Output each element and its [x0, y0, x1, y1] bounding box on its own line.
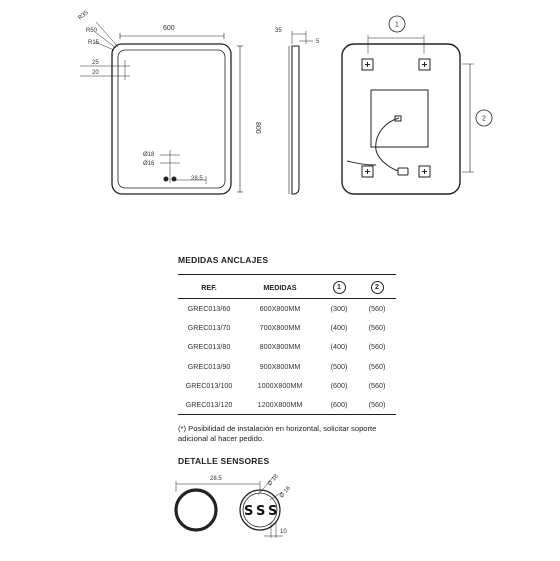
header-col2: [358, 275, 396, 299]
cell-col1: (400): [330, 342, 348, 352]
cell-ref: GREC013/100: [185, 380, 233, 390]
offset-label-20: 20: [92, 70, 99, 76]
sensors-title: DETALLE SENSORES: [178, 456, 270, 466]
table-row: [178, 357, 396, 376]
cell-ref: GREC013/120: [178, 395, 240, 415]
installation-note: (*) Posibilidad de instalación en horizontal, solicitar soporte adicional al hacer pedido.: [178, 424, 377, 443]
cell-medidas: 700X800MM: [259, 323, 301, 333]
sensor-glyph-2: S: [256, 504, 266, 519]
cell-medidas: 600X800MM: [259, 304, 301, 314]
cell-col2: (560): [368, 380, 386, 390]
sensor-width-label: 28.5: [210, 476, 222, 482]
back-marker-1-text: 1: [395, 21, 399, 29]
table-header-row: [178, 275, 396, 299]
cell-ref: GREC013/80: [187, 342, 231, 352]
sensor-label-d16: Ø16: [143, 161, 155, 167]
cell-medidas: 800X800MM: [259, 342, 301, 352]
sensor-offset-label: 28.5: [191, 176, 203, 182]
back-marker-2: [476, 110, 492, 126]
cell-col2: (560): [358, 395, 396, 415]
cell-ref: GREC013/90: [187, 361, 231, 371]
cell-medidas: 1200X800MM: [240, 395, 320, 415]
cell-col2: (560): [368, 323, 386, 333]
header-col1: [320, 275, 358, 299]
back-marker-1: [389, 16, 405, 32]
header-ref: REF.: [178, 275, 240, 299]
table-row: [178, 299, 396, 319]
sensor-label-d18: Ø18: [143, 152, 155, 158]
cell-col1: (500): [330, 361, 348, 371]
sensor-glyph-1: S: [244, 504, 254, 519]
cell-medidas: 900X800MM: [259, 361, 301, 371]
header-col2-marker: 2: [371, 281, 384, 294]
table-title: MEDIDAS ANCLAJES: [178, 255, 269, 265]
anchors-table: [178, 274, 396, 415]
side-view-drawing: [289, 31, 313, 194]
header-col1-marker: 1: [333, 281, 346, 294]
cell-col1: (600): [320, 395, 358, 415]
table-row: [178, 337, 396, 356]
cell-ref: GREC013/60: [187, 304, 231, 314]
cell-col2: (560): [368, 342, 386, 352]
side-frame-label: 5: [316, 39, 320, 45]
front-view-drawing: [80, 22, 243, 194]
side-depth-label: 35: [275, 28, 282, 34]
table-row: [178, 318, 396, 337]
back-view-drawing: [342, 35, 474, 194]
cell-ref: GREC013/70: [187, 323, 231, 333]
cell-col1: (600): [330, 380, 348, 390]
header-medidas: MEDIDAS: [240, 275, 320, 299]
sensor-d18-label: Ø 18: [266, 473, 280, 488]
sensor-gap-label: 10: [280, 529, 287, 535]
cell-col2: (560): [368, 304, 386, 314]
offset-label-25: 25: [92, 60, 99, 66]
radius-label-r35: R35: [77, 9, 90, 22]
cell-col2: (560): [368, 361, 386, 371]
cell-medidas: 1000X800MM: [257, 380, 303, 390]
table-row: [178, 395, 396, 415]
sensor-glyphs: [244, 504, 277, 519]
front-width-label: 600: [163, 25, 175, 32]
sensor-detail-drawing: [176, 476, 283, 538]
back-marker-2-text: 2: [482, 115, 486, 123]
sensor-glyph-3: S: [268, 504, 278, 519]
sensor-d16-label: Ø 16: [278, 485, 292, 500]
radius-label-r50: R50: [86, 28, 98, 34]
radius-label-r15: R15: [88, 40, 100, 46]
cell-col1: (400): [330, 323, 348, 333]
table-row: [178, 376, 396, 395]
front-height-label: 800: [254, 122, 261, 134]
cell-col1: (300): [330, 304, 348, 314]
